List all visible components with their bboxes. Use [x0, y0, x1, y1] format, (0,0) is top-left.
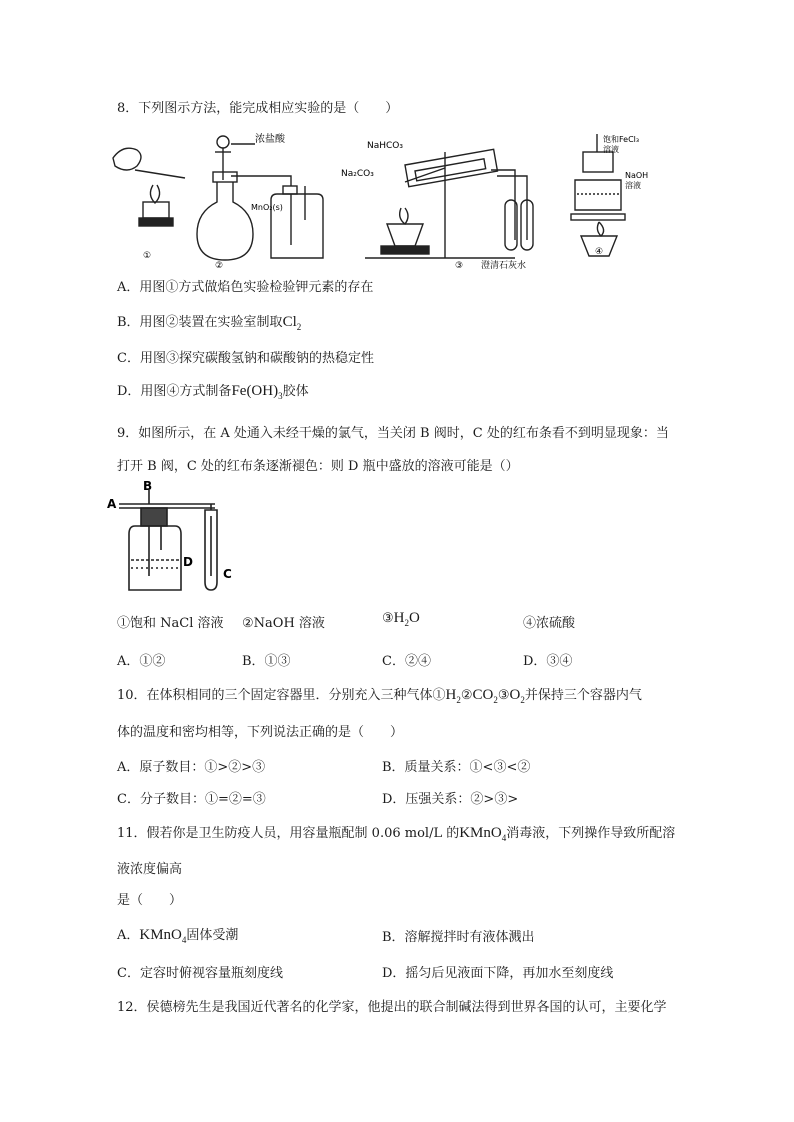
q11-stem-line3: 是（ ）	[117, 893, 183, 908]
q8-option-b	[117, 311, 301, 332]
q11-a-sub: 4	[181, 935, 187, 945]
q11-a-post: 固体受潮	[186, 928, 239, 943]
q10-option-d: D．压强关系：②>③>	[382, 792, 519, 807]
q9-c3-chem: H	[393, 610, 405, 626]
q10-g2-sub: 2	[493, 695, 498, 705]
q9-stem-line2: 打开 B 阀，C 处的红布条逐渐褪色：则 D 瓶中盛放的溶液可能是（）	[117, 459, 519, 474]
q10-stem-post: 并保持三个容器内气	[524, 688, 642, 703]
q10-stem-line2: 体的温度和密均相等，下列说法正确的是（ ）	[117, 725, 404, 740]
q8-d-sub: 3	[278, 391, 283, 401]
q11-option-b: B．溶解搅拌时有液体溅出	[382, 930, 535, 945]
q9-c3-num: ③	[382, 611, 394, 626]
q9-choice-4: ④浓硫酸	[523, 616, 576, 631]
q9-c3-formula	[394, 610, 420, 626]
q10-option-a: A．原子数目：①>②>③	[117, 760, 266, 775]
label-conc-hcl: 浓盐酸	[255, 134, 285, 145]
q11-a-label: A．	[117, 928, 140, 943]
fig-num-1: ①	[143, 251, 152, 261]
fig-num-2: ②	[215, 261, 224, 270]
q8-b-chem: Cl	[282, 314, 297, 330]
fig-label-b: B	[143, 480, 153, 493]
q8-b-sub: 2	[296, 322, 302, 332]
q10-g1-sub: 2	[456, 695, 461, 705]
label-na2co3: Na₂CO₃	[341, 169, 374, 179]
q9-option-a: A．①②	[117, 654, 166, 669]
q11-stem-line1	[117, 822, 675, 843]
label-solution1: 溶液	[603, 145, 619, 154]
q10-gas-2	[473, 687, 498, 703]
q8-b-text: B．用图②装置在实验室制取	[117, 315, 283, 330]
q8-option-a: A．用图①方式做焰色实验检验钾元素的存在	[117, 280, 374, 295]
q10-gas-1	[446, 687, 461, 703]
q12-stem-line1: 12．侯德榜先生是我国近代著名的化学家，他提出的联合制碱法得到世界各国的认可，主要化学	[117, 1000, 667, 1015]
q9-c3-sub: 2	[404, 618, 409, 628]
label-nahco3: NaHCO₃	[367, 141, 403, 151]
q9-choice-1: ①饱和 NaCl 溶液	[117, 616, 224, 631]
q8-d-post: 胶体	[282, 384, 309, 399]
q9-option-d: D．③④	[523, 654, 573, 669]
q11-option-d: D．摇匀后见液面下降，再加水至刻度线	[382, 966, 614, 981]
flame-icon	[150, 185, 159, 203]
q8-d-chem: Fe(OH)	[231, 383, 279, 399]
q10-option-c: C．分子数目：①=②=③	[117, 792, 266, 807]
q9-figure	[105, 480, 245, 595]
q8-option-c: C．用图③探究碳酸氢钠和碳酸钠的热稳定性	[117, 351, 374, 366]
fig-label-a: A	[107, 497, 117, 511]
q8-d-text: D．用图④方式制备	[117, 384, 232, 399]
q11-stem-pre: 11．假若你是卫生防疫人员，用容量瓶配制 0.06 mol/L 的	[117, 826, 460, 841]
q11-option-a	[117, 924, 238, 945]
q11-stem-post: 消毒液，下列操作导致所配溶	[506, 826, 676, 841]
q10-g2-num: ②	[460, 688, 473, 703]
q9-c3-post: O	[409, 610, 420, 626]
fig-label-c: C	[223, 567, 232, 581]
q10-stem-line1	[117, 684, 642, 705]
q11-a-formula	[139, 927, 186, 943]
q9-option-c: C．②④	[382, 654, 431, 669]
q8-d-formula	[231, 383, 282, 399]
q10-stem-pre: 10．在体积相同的三个固定容器里．分别充入三种气体①	[117, 688, 446, 703]
label-lime-water: 澄清石灰水	[481, 261, 527, 270]
q9-choice-3	[382, 610, 420, 628]
q9-stem-line1: 9．如图所示，在 A 处通入未经干燥的氯气，当关闭 B 阀时，C 处的红布条看不到明显现象：当	[117, 426, 669, 441]
q10-g3-num: ③	[497, 688, 510, 703]
q9-option-b: B．①③	[242, 654, 291, 669]
hand-icon	[113, 148, 141, 170]
label-naoh: NaOH	[625, 171, 649, 180]
q8-figures	[105, 130, 665, 270]
q10-g3: O	[509, 687, 521, 703]
q11-option-c: C．定容时俯视容量瓶刻度线	[117, 966, 283, 981]
q8-stem: 8．下列图示方法，能完成相应实验的是（ ）	[117, 101, 399, 116]
q8-b-formula	[283, 314, 302, 330]
q8-option-d	[117, 380, 309, 401]
q11-chem-sub: 4	[501, 833, 507, 843]
q10-g1: H	[445, 687, 457, 703]
q10-g2: CO	[472, 687, 494, 703]
q11-chem: KMnO	[459, 825, 502, 841]
q10-g3-sub: 2	[520, 695, 525, 705]
q9-choice-2: ②NaOH 溶液	[242, 616, 325, 631]
fig-num-4: ④	[595, 247, 604, 257]
fig-num-3: ③	[455, 261, 464, 270]
q11-a-chem: KMnO	[139, 927, 182, 943]
q11-stem-line2: 液浓度偏高	[117, 862, 183, 877]
q10-gas-3	[510, 687, 525, 703]
fig-label-d: D	[183, 555, 193, 569]
label-sat-fecl3: 饱和FeCl₃	[603, 135, 640, 144]
label-solution2: 溶液	[625, 181, 641, 190]
q11-formula	[459, 825, 506, 841]
label-mno2: MnO₂(s)	[251, 203, 283, 212]
q10-option-b: B．质量关系：①<③<②	[382, 760, 531, 775]
